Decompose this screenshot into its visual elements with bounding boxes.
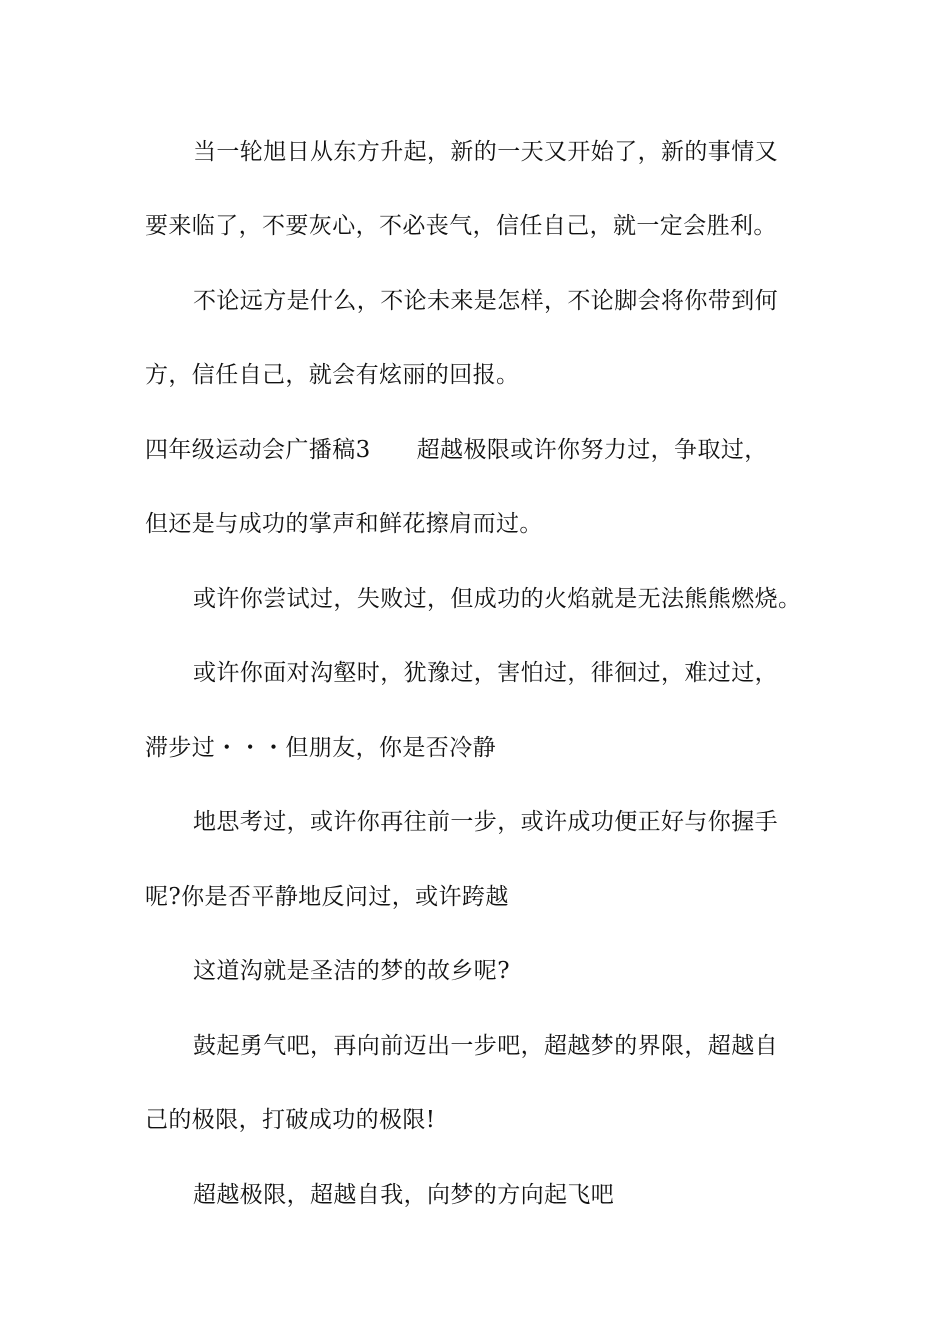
paragraph-line: 地思考过，或许你再往前一步，或许成功便正好与你握手 bbox=[193, 809, 778, 835]
paragraph-line: 呢?你是否平静地反问过，或许跨越 bbox=[145, 884, 509, 910]
section-heading: 四年级运动会广播稿3 bbox=[145, 437, 371, 463]
paragraph-line: 要来临了，不要灰心，不必丧气，信任自己，就一定会胜利。 bbox=[145, 213, 777, 239]
paragraph-line: 滞步过・・・但朋友，你是否冷静 bbox=[145, 735, 496, 761]
paragraph-line: 方，信任自己，就会有炫丽的回报。 bbox=[145, 362, 520, 388]
paragraph-line: 当一轮旭日从东方升起，新的一天又开始了，新的事情又 bbox=[193, 139, 778, 165]
paragraph-line: 己的极限，打破成功的极限! bbox=[145, 1107, 436, 1133]
paragraph-line: 或许你尝试过，失败过，但成功的火焰就是无法熊熊燃烧。 bbox=[193, 586, 802, 612]
paragraph-line: 不论远方是什么，不论未来是怎样，不论脚会将你带到何 bbox=[193, 288, 778, 314]
paragraph-text: 超越极限或许你努力过，争取过， bbox=[416, 437, 768, 463]
paragraph-line: 超越极限，超越自我，向梦的方向起飞吧 bbox=[193, 1182, 615, 1208]
paragraph-line: 鼓起勇气吧，再向前迈出一步吧，超越梦的界限，超越自 bbox=[193, 1033, 778, 1059]
paragraph-line: 但还是与成功的掌声和鲜花擦肩而过。 bbox=[145, 511, 543, 537]
heading-line bbox=[145, 435, 825, 465]
paragraph-line: 这道沟就是圣洁的梦的故乡呢? bbox=[193, 958, 510, 984]
paragraph-line: 或许你面对沟壑时，犹豫过，害怕过，徘徊过，难过过， bbox=[193, 660, 778, 686]
